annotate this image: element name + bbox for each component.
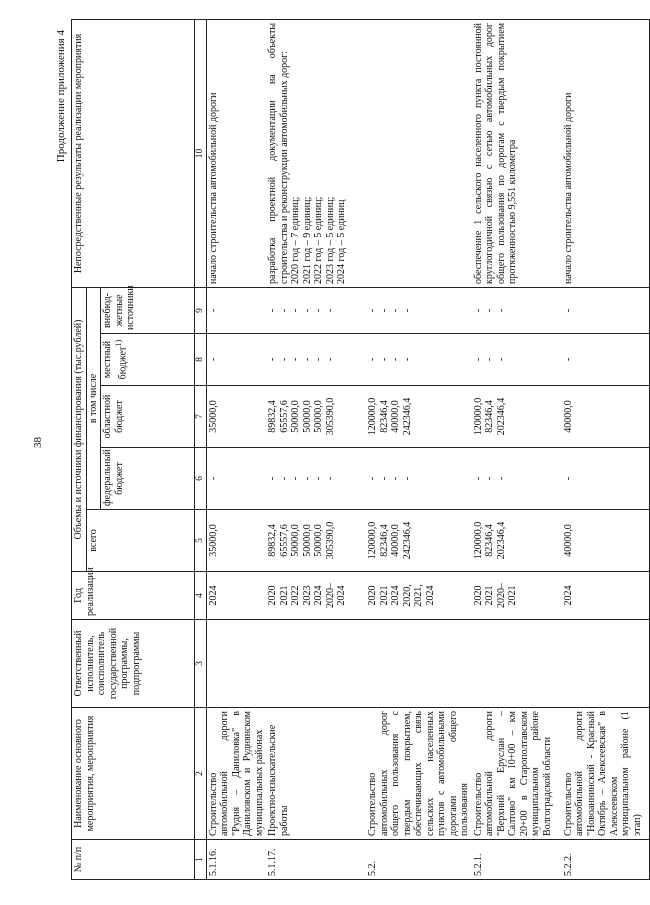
- row-total: 120000,0 82346,4 202346,4: [472, 510, 562, 572]
- row-results: начало строительства автомобильной дороги: [206, 19, 266, 287]
- row-name: Проектно-изыскательские работы: [266, 708, 366, 840]
- header-num: № п/п: [72, 840, 195, 880]
- table-row: [472, 19, 562, 879]
- column-number: 6: [195, 448, 207, 510]
- row-year: 2020 2021 2024 2020, 2021, 2024: [366, 572, 472, 620]
- row-year: 2020 2021 2020–2021: [472, 572, 562, 620]
- header-results: Непосредственные результаты реализации мероприятия: [72, 19, 195, 287]
- header-name: Наименование основного мероприятия, мероприятия: [72, 708, 195, 840]
- row-num: 5.1.16.: [206, 840, 266, 880]
- row-extra: -: [562, 287, 650, 333]
- header-extra: внебюд- жетные источники: [101, 287, 195, 333]
- table-row: [366, 19, 472, 879]
- row-results: обеспечение 1 сельского населенного пункта постоянной круглогодичной связью с сетью автомобильных дорог общего пользования по дорогам с твердым покрытием протяженностью 9,551 километра: [472, 19, 562, 287]
- row-total: 35000,0: [206, 510, 266, 572]
- program-table: [71, 19, 650, 880]
- row-extra: - - - - - -: [266, 287, 366, 333]
- row-responsible: [472, 620, 562, 708]
- row-total: 40000,0: [562, 510, 650, 572]
- page-number: 38: [32, 437, 44, 448]
- column-number: 2: [195, 708, 207, 840]
- header-federal: федеральный бюджет: [101, 448, 195, 510]
- row-federal: -: [206, 448, 266, 510]
- row-name: Строительство автомобильной дороги "Новоаннинский - Красный Октябрь – Алексеевская" в Алексеевском муниципальном районе (1 этап): [562, 708, 650, 840]
- column-number: 7: [195, 386, 207, 448]
- row-num: 5.1.17.: [266, 840, 366, 880]
- row-name: Строительство автомобильной дороги "Верхний Еруслан – Салтово" км 10+00 – км 20+00 в Старополтавском муниципальном районе Волгоградской области: [472, 708, 562, 840]
- row-federal: -: [562, 448, 650, 510]
- header-regional: областной бюджет: [101, 386, 195, 448]
- column-number: 5: [195, 510, 207, 572]
- row-num: 5.2.1.: [472, 840, 562, 880]
- row-regional: 120000,0 82346,4 40000,0 242346,4: [366, 386, 472, 448]
- column-number: 8: [195, 334, 207, 386]
- header-year: Год реализации: [72, 572, 195, 620]
- column-number: 3: [195, 620, 207, 708]
- row-extra: -: [206, 287, 266, 333]
- row-local: -: [206, 334, 266, 386]
- row-num: 5.2.2.: [562, 840, 650, 880]
- column-number: 1: [195, 840, 207, 880]
- table-row: [206, 19, 266, 879]
- row-local: - - - -: [366, 334, 472, 386]
- header-local: местный бюджет$^{1)}$: [101, 334, 195, 386]
- row-results: [366, 19, 472, 287]
- row-name: Строительство автомобильной дороги "Рудня – Даниловка" в Даниловском и Руднянском муниципальных районах: [206, 708, 266, 840]
- table-row: [562, 19, 650, 879]
- row-federal: - - - - - -: [266, 448, 366, 510]
- row-total: 89832,4 65557,6 50000,0 50000,0 50000,0 305390,0: [266, 510, 366, 572]
- column-number: 4: [195, 572, 207, 620]
- continuation-note: Продолжение приложения 4: [55, 30, 67, 163]
- row-regional: 35000,0: [206, 386, 266, 448]
- row-year: 2024: [206, 572, 266, 620]
- row-local: -: [562, 334, 650, 386]
- header-responsible: Ответственный исполнитель, соисполнитель государственной программы, подпрограммы: [72, 620, 195, 708]
- row-regional: 89832,4 65557,6 50000,0 50000,0 50000,0 305390,0: [266, 386, 366, 448]
- rotated-page: [55, 20, 643, 880]
- column-number-row: [195, 19, 207, 879]
- header-including: в том числе: [86, 287, 101, 509]
- table-row: [266, 19, 366, 879]
- column-number: 9: [195, 287, 207, 333]
- row-local: - - - - - -: [266, 334, 366, 386]
- row-responsible: [206, 620, 266, 708]
- header-total: всего: [86, 510, 195, 572]
- header-volumes: Объемы и источники финансирования (тыс.рублей): [72, 287, 87, 571]
- row-results: начало строительства автомобильной дороги: [562, 19, 650, 287]
- row-responsible: [562, 620, 650, 708]
- column-number: 10: [195, 19, 207, 287]
- row-extra: - - -: [472, 287, 562, 333]
- row-extra: - - - -: [366, 287, 472, 333]
- row-year: 2020 2021 2022 2023 2024 2020–2024: [266, 572, 366, 620]
- row-federal: - - - -: [366, 448, 472, 510]
- row-local: - - -: [472, 334, 562, 386]
- row-total: 120000,0 82346,4 40000,0 242346,4: [366, 510, 472, 572]
- row-name: Строительство автомобильных дорог общего пользования с твердым покрытием, обеспечивающих связь сельских населенных пунктов с автомобильными дорогами общего пользования: [366, 708, 472, 840]
- row-year: 2024: [562, 572, 650, 620]
- row-results: разработка проектной документации на объекты строительства и реконструкции автомобильных дорог: 2020 год – 7 единиц; 2021 год – 9 единиц; 2022 год – 5 единиц; 2023 год – 5 единиц; 2024 год – 5 единиц: [266, 19, 366, 287]
- row-regional: 120000,0 82346,4 202346,4: [472, 386, 562, 448]
- row-regional: 40000,0: [562, 386, 650, 448]
- row-responsible: [266, 620, 366, 708]
- row-num: 5.2.: [366, 840, 472, 880]
- row-responsible: [366, 620, 472, 708]
- row-federal: - - -: [472, 448, 562, 510]
